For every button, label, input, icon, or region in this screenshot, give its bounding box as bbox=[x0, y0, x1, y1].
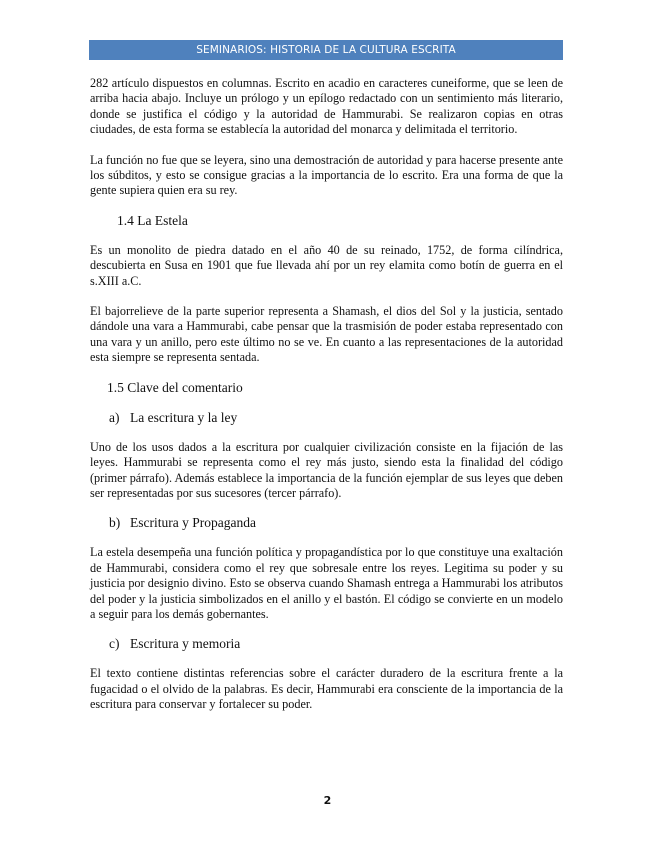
page-content bbox=[90, 76, 563, 713]
paragraph-function: La función no fue que se leyera, sino una demostración de autoridad y para hacerse presente ante los súbditos, y esto se consigue gracias a la importancia de lo escrito. Era una forma de que la gente supiera quien era su rey. bbox=[90, 152, 563, 198]
heading-clave-comentario: 1.5 Clave del comentario bbox=[107, 379, 243, 395]
heading-label: c) bbox=[109, 636, 120, 652]
page-number: 2 bbox=[323, 794, 332, 807]
heading-text: La escritura y la ley bbox=[130, 409, 238, 425]
paragraph-monolith: Es un monolito de piedra datado en el año 40 de su reinado, 1752, de forma cilíndrica, descubierta en Susa en 1901 que fue llevada ahí por un rey elamita como botín de guerra en el s.XIII a.C. bbox=[90, 242, 563, 288]
heading-escritura-memoria bbox=[90, 636, 563, 652]
paragraph-propaganda: La estela desempeña una función política y propagandística por lo que constituye una exaltación de Hammurabi, considera como el rey que sobresale entre los reyes. Legitima su poder y su justicia por designio divino. Esto se observa cuando Shamash entrega a Hammurabi los atributos del poder y la justicia simbolizados en el anillo y el bastón. El código se convierte en un modelo a seguir para los demás gobernantes. bbox=[90, 545, 563, 621]
heading-label: b) bbox=[109, 515, 121, 531]
paragraph-laws: Uno de los usos dados a la escritura por cualquier civilización consiste en la fijación de las leyes. Hammurabi se representa como el rey más justo, siendo esta la finalidad del código (primer párrafo). Además establece la importancia de la función ejemplar de sus leyes que deben ser representadas por sus sucesores (tercer párrafo). bbox=[90, 439, 563, 500]
header-title: SEMINARIOS: HISTORIA DE LA CULTURA ESCRITA bbox=[196, 44, 456, 56]
heading-la-estela: 1.4 La Estela bbox=[117, 212, 188, 228]
heading-escritura-propaganda bbox=[90, 515, 563, 531]
paragraph-memory: El texto contiene distintas referencias sobre el carácter duradero de la escritura frente a la fugacidad o el olvido de la palabras. Es decir, Hammurabi era consciente de la importancia de la escritura para conservar y fortalecer su poder. bbox=[90, 666, 563, 712]
heading-text: Escritura y Propaganda bbox=[130, 515, 256, 531]
paragraph-bas-relief: El bajorrelieve de la parte superior representa a Shamash, el dios del Sol y la justicia, sentado dándole una vara a Hammurabi, cabe pensar que la trasmisión de poder estaba representado con una vara y un anillo, pero este último no se ve. En cuanto a las representaciones de la autoridad esta siempre se representa sentada. bbox=[90, 304, 563, 365]
heading-text: Escritura y memoria bbox=[130, 636, 241, 652]
page-header bbox=[89, 40, 563, 60]
heading-label: a) bbox=[109, 409, 120, 425]
paragraph-code-description: 282 artículo dispuestos en columnas. Escrito en acadio en caracteres cuneiforme, que se leen de arriba hacia abajo. Incluye un prólogo y un epílogo redactado con un sentimiento más literario, donde se justifica el código y la autoridad de Hammurabi. Se realizaron copias en otras ciudades, de esta forma se establecía la autoridad del monarca y delimitada el territorio. bbox=[90, 76, 563, 137]
heading-escritura-ley bbox=[90, 410, 563, 426]
